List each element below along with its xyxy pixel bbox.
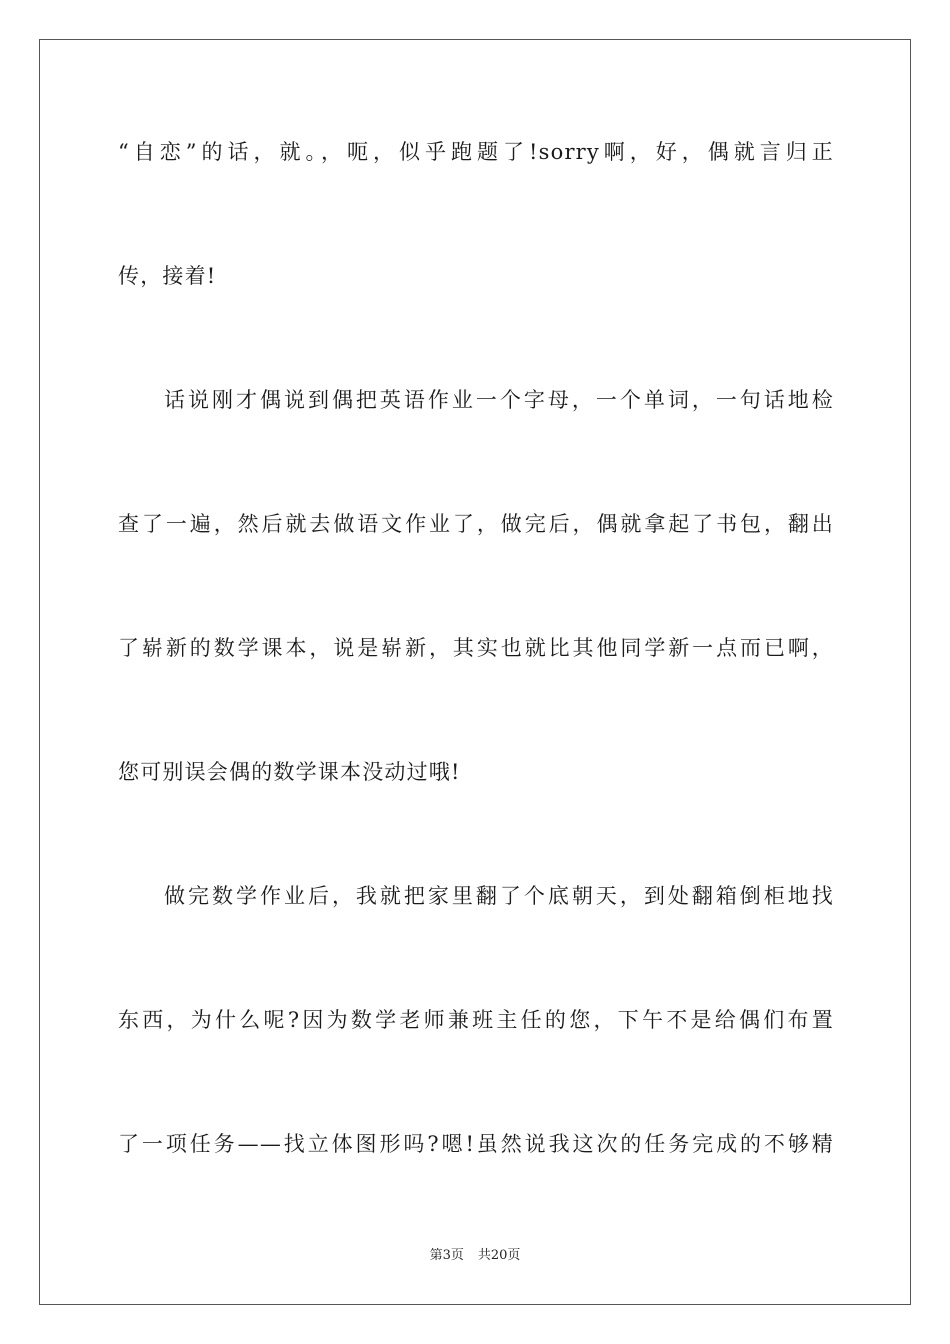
text-line-8: 东西，为什么呢?因为数学老师兼班主任的您，下午不是给偶们布置 [118, 1008, 834, 1032]
text-line-9: 了一项任务——找立体图形吗?嗯!虽然说我这次的任务完成的不够精 [118, 1132, 834, 1156]
text-line-7: 做完数学作业后，我就把家里翻了个底朝天，到处翻箱倒柜地找 [164, 884, 834, 908]
text-line-5: 了崭新的数学课本，说是崭新，其实也就比其他同学新一点而已啊， [118, 636, 834, 660]
text-line-4: 查了一遍，然后就去做语文作业了，做完后，偶就拿起了书包，翻出 [118, 512, 834, 536]
text-line-2: 传，接着! [118, 264, 217, 288]
text-line-6: 您可别误会偶的数学课本没动过哦! [118, 760, 461, 784]
page-border [39, 39, 911, 1305]
page-total: 共20页 [477, 1248, 521, 1263]
page-footer [0, 1247, 950, 1265]
text-line-1: “自恋”的话，就。，呃，似乎跑题了!sorry啊，好，偶就言归正 [118, 140, 834, 164]
text-line-3: 话说刚才偶说到偶把英语作业一个字母，一个单词，一句话地检 [164, 388, 834, 412]
page-number: 第3页 [429, 1248, 464, 1263]
